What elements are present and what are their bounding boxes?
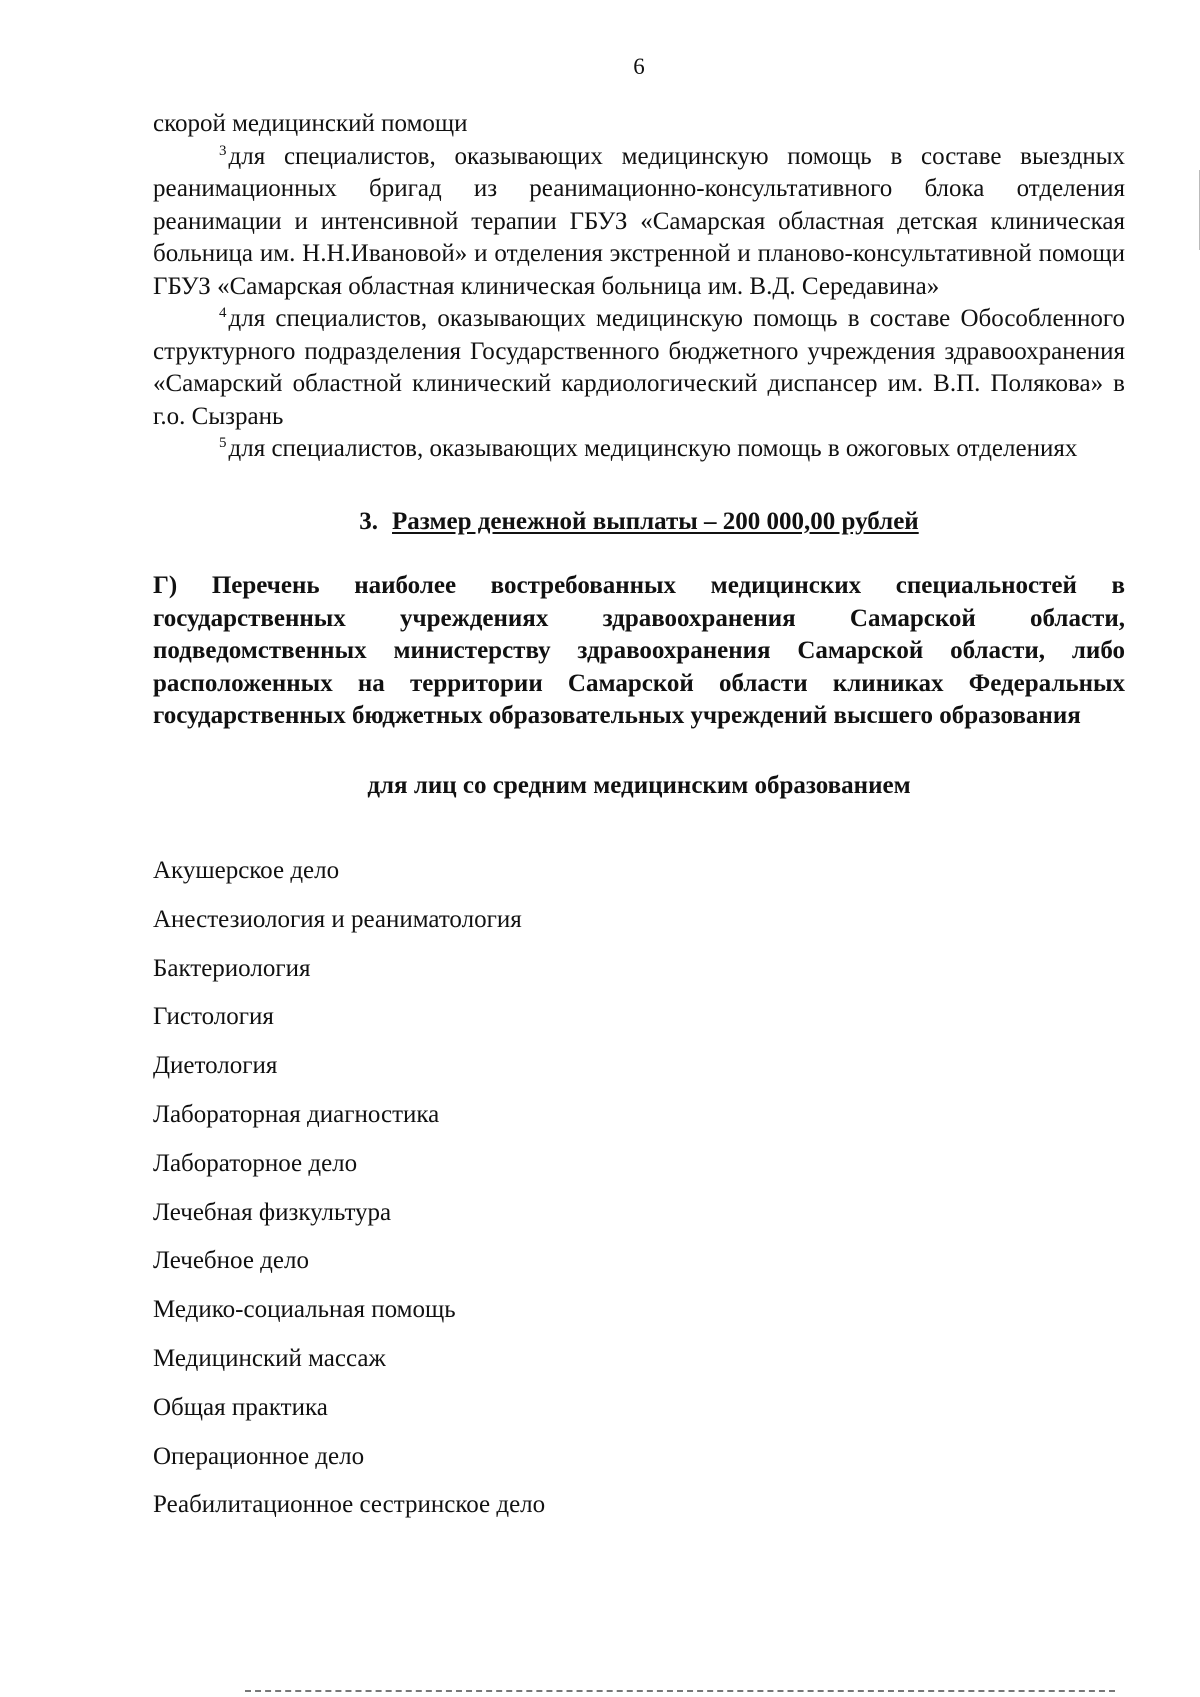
footnote-text: для специалистов, оказывающих медицинскую помощь в составе Обособленного структурного подразделения Государственного бюджетного учреждения здравоохранения «Самарский областной клинический кардиологический диспансер им. В.П. Полякова» в г.о. Сызрань bbox=[153, 305, 1125, 430]
specialty-item: Диетология bbox=[153, 1052, 278, 1080]
specialty-item: Лечебная физкультура bbox=[153, 1198, 392, 1226]
section-title: Размер денежной выплаты – 200 000,00 рублей bbox=[392, 507, 919, 535]
specialty-item: Акушерское дело bbox=[153, 857, 340, 884]
specialty-item: Анестезиология и реаниматология bbox=[153, 905, 522, 933]
specialty-item: Общая практика bbox=[153, 1393, 328, 1421]
footnote-5 bbox=[153, 433, 1125, 466]
bottom-dashed-rule bbox=[245, 1690, 1115, 1692]
specialty-item: Бактериология bbox=[153, 954, 311, 982]
page-number: 6 bbox=[633, 54, 645, 79]
footnote-text: для специалистов, оказывающих медицинскую помощь в ожоговых отделениях bbox=[228, 435, 1078, 462]
continuation-line: скорой медицинский помощи bbox=[153, 110, 468, 137]
footnote-mark: 5 bbox=[219, 435, 227, 451]
footnote-mark: 3 bbox=[219, 142, 227, 159]
specialty-item: Лечебное дело bbox=[153, 1247, 309, 1275]
specialty-item: Медико-социальная помощь bbox=[153, 1296, 456, 1324]
specialty-item: Гистология bbox=[153, 1003, 274, 1031]
section-number: 3. bbox=[359, 507, 379, 535]
footnote-mark: 4 bbox=[219, 305, 227, 321]
specialty-item: Медицинский массаж bbox=[153, 1344, 386, 1372]
specialty-item: Лабораторное дело bbox=[153, 1149, 358, 1177]
list-title: Г) Перечень наиболее востребованных медицинских специальностей в государственных учреждениях здравоохранения Самарской области, подведомственных министерству здравоохранения Самарской области, либо расположенных на территории Самарской области клиниках Федеральных государственных бюджетных образовательных учреждений высшего образования bbox=[153, 572, 1125, 729]
specialty-item: Реабилитационное сестринское дело bbox=[153, 1491, 546, 1519]
specialty-item: Лабораторная диагностика bbox=[153, 1100, 440, 1128]
education-subheading: для лиц со средним медицинским образованием bbox=[367, 771, 911, 799]
footnote-3 bbox=[153, 141, 1125, 304]
footnote-text: для специалистов, оказывающих медицинскую помощь в составе выездных реанимационных бригад из реанимационно-консультативного блока отделения реанимации и интенсивной терапии ГБУЗ «Самарская областная детская клиническая больница им. Н.Н.Ивановой» и отделения экстренной и планово-консультативной помощи ГБУЗ «Самарская областная клиническая больница им. В.Д. Середавина» bbox=[153, 142, 1125, 300]
page-content bbox=[153, 108, 1125, 1538]
section-heading bbox=[153, 506, 1125, 539]
specialty-item: Операционное дело bbox=[153, 1442, 365, 1470]
footnote-4 bbox=[153, 303, 1125, 433]
specialty-list bbox=[153, 855, 1125, 1538]
